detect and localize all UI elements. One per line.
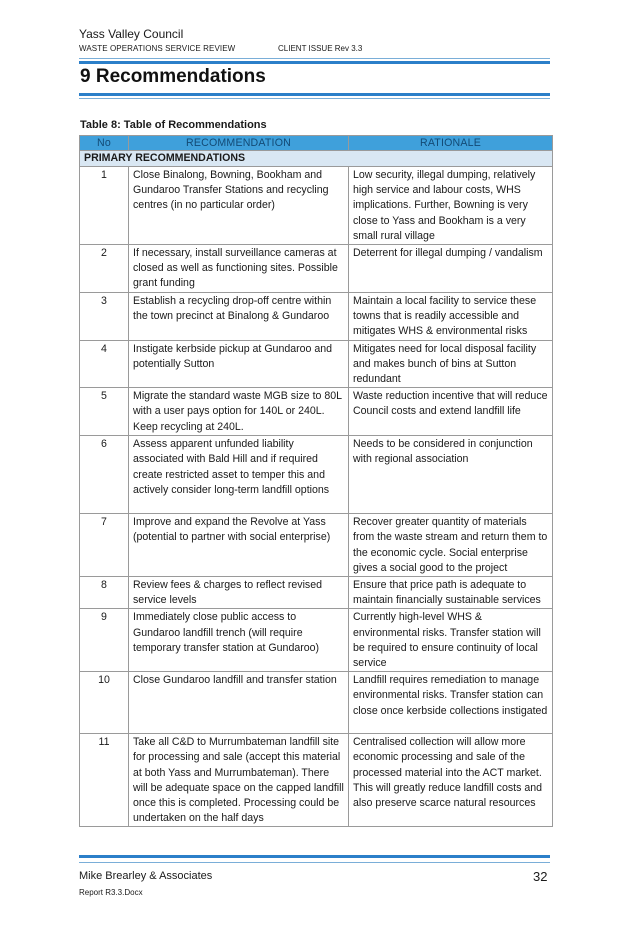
section-rule-thin [79, 98, 550, 99]
row-number: 11 [80, 734, 129, 827]
page-number: 32 [533, 869, 548, 884]
column-header-rationale: RATIONALE [349, 136, 553, 151]
row-number: 1 [80, 167, 129, 245]
row-number: 6 [80, 436, 129, 514]
recommendation-cell: Close Gundaroo landfill and transfer station [129, 672, 349, 734]
header-subtitle: WASTE OPERATIONS SERVICE REVIEW [79, 44, 236, 53]
table-row [80, 340, 553, 388]
rationale-cell: Low security, illegal dumping, relatively high service and labour costs, WHS implications. Further, Bowning is very close to Yass and Bookham is a very small rural village [349, 167, 553, 245]
footer-document: Report R3.3.Docx [79, 888, 143, 897]
rationale-cell: Centralised collection will allow more economic processing and sale of the processed material into the ACT market. This will greatly reduce landfill costs and also preserve scarce natural resources [349, 734, 553, 827]
section-rule-thick [79, 93, 550, 96]
group-row [80, 151, 553, 167]
row-number: 8 [80, 577, 129, 609]
section-title: 9 Recommendations [80, 66, 266, 87]
recommendation-cell: Establish a recycling drop-off centre within the town precinct at Binalong & Gundaroo [129, 293, 349, 341]
footer-rule-thin [79, 862, 550, 863]
table-row [80, 293, 553, 341]
row-number: 4 [80, 340, 129, 388]
row-number: 2 [80, 245, 129, 293]
recommendation-cell: Take all C&D to Murrumbateman landfill site for processing and sale (accept this material at both Yass and Murrumbateman). There will be adequate space on the capped landfill once this is completed. Processing could be undertaken on the half days [129, 734, 349, 827]
row-number: 7 [80, 514, 129, 577]
row-number: 5 [80, 388, 129, 436]
table-row [80, 514, 553, 577]
column-header-no: No [80, 136, 129, 151]
table-row [80, 245, 553, 293]
header-organisation: Yass Valley Council [79, 27, 184, 41]
header-rule-thick [79, 61, 550, 64]
footer-organisation: Mike Brearley & Associates [79, 870, 213, 882]
table-row [80, 734, 553, 827]
recommendations-table [79, 135, 553, 827]
header-rule-thin [79, 58, 550, 59]
table-row [80, 577, 553, 609]
rationale-cell: Mitigates need for local disposal facility and makes bunch of bins at Sutton redundant [349, 340, 553, 388]
group-label: PRIMARY RECOMMENDATIONS [80, 151, 553, 167]
recommendation-cell: Review fees & charges to reflect revised service levels [129, 577, 349, 609]
row-number: 3 [80, 293, 129, 341]
recommendation-cell: Assess apparent unfunded liability associated with Bald Hill and if required create restricted asset to temper this and actively consider long-term landfill options [129, 436, 349, 514]
row-number: 9 [80, 609, 129, 672]
table-header-row [80, 136, 553, 151]
recommendation-cell: Close Binalong, Bowning, Bookham and Gundaroo Transfer Stations and recycling centres (in no particular order) [129, 167, 349, 245]
recommendation-cell: Immediately close public access to Gundaroo landfill trench (will require temporary transfer station at Gundaroo) [129, 609, 349, 672]
table-row [80, 388, 553, 436]
column-header-recommendation: RECOMMENDATION [129, 136, 349, 151]
rationale-cell: Ensure that price path is adequate to maintain financially sustainable services [349, 577, 553, 609]
rationale-cell: Landfill requires remediation to manage environmental risks. Transfer station can close once kerbside collections instigated [349, 672, 553, 734]
rationale-cell: Needs to be considered in conjunction with regional association [349, 436, 553, 514]
table-row [80, 167, 553, 245]
header-issue: CLIENT ISSUE Rev 3.3 [278, 44, 363, 53]
recommendation-cell: Migrate the standard waste MGB size to 80L with a user pays option for 140L or 240L. Keep recycling at 240L. [129, 388, 349, 436]
table-row [80, 672, 553, 734]
rationale-cell: Maintain a local facility to service these towns that is readily accessible and mitigates WHS & environmental risks [349, 293, 553, 341]
rationale-cell: Deterrent for illegal dumping / vandalism [349, 245, 553, 293]
recommendation-cell: Instigate kerbside pickup at Gundaroo and potentially Sutton [129, 340, 349, 388]
footer-rule-thick [79, 855, 550, 858]
recommendation-cell: If necessary, install surveillance cameras at closed as well as functioning sites. Possible grant funding [129, 245, 349, 293]
rationale-cell: Waste reduction incentive that will reduce Council costs and extend landfill life [349, 388, 553, 436]
table-caption: Table 8: Table of Recommendations [80, 119, 267, 131]
table-row [80, 436, 553, 514]
rationale-cell: Recover greater quantity of materials from the waste stream and return them to the economic cycle. Social enterprise gives a social good to the project [349, 514, 553, 577]
rationale-cell: Currently high-level WHS & environmental risks. Transfer station will be required to ensure continuity of local service [349, 609, 553, 672]
recommendation-cell: Improve and expand the Revolve at Yass (potential to partner with social enterprise) [129, 514, 349, 577]
row-number: 10 [80, 672, 129, 734]
table-row [80, 609, 553, 672]
